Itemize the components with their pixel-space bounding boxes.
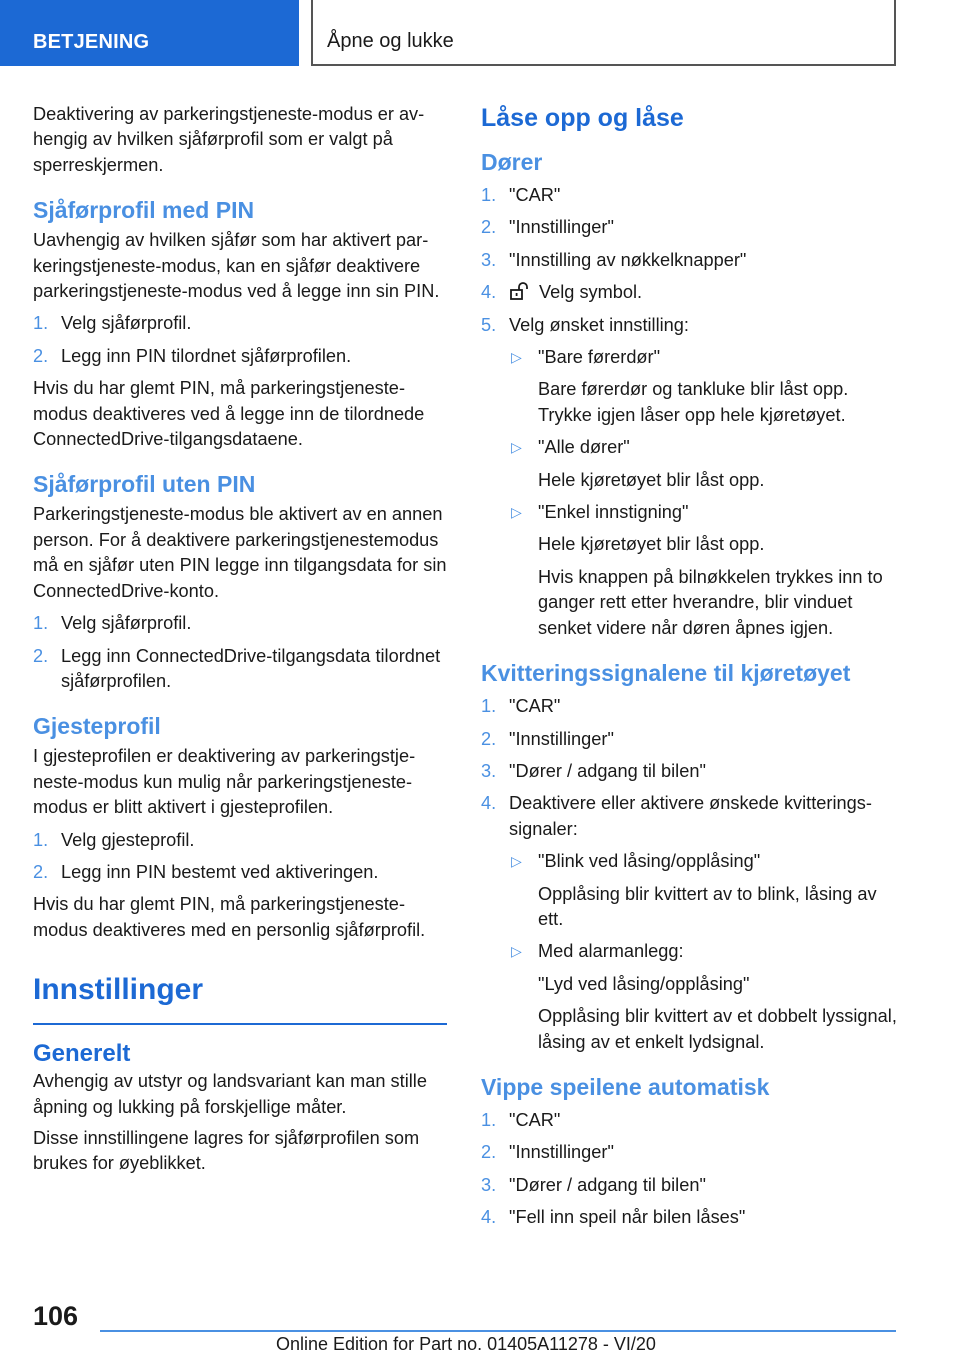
option-item: ▷ "Bare førerdør" Bare førerdør og tankluke blir låst opp. Trykke igjen låser opp hele kjøretøyet. [511,347,849,425]
list-item: 1. "CAR" [481,694,901,719]
triangle-bullet-icon: ▷ [511,504,522,521]
lock-options [509,345,901,641]
list-number: 1. [481,1109,497,1130]
unlock-icon [509,282,531,300]
doors-steps [481,183,901,641]
list-item: 1. "CAR" [481,183,901,208]
option-item: ▷ "Blink ved låsing/opplåsing" Opplåsing blir kvittert av to blink, låsing av ett. [511,851,877,929]
list-number: 2. [481,217,497,238]
option-item: ▷ Med alarmanlegg: "Lyd ved låsing/opplåsing" Opplåsing blir kvittert av et dobbelt lyssignal, låsing av et enkelt lydsignal. [511,941,897,1052]
list-item: 3. "Dører / adgang til bilen" [481,1173,901,1198]
list-number: 3. [481,760,497,781]
list-number: 2. [481,1142,497,1163]
section-tab [0,0,299,66]
section-divider [33,1023,447,1025]
list-item: 2. "Innstillinger" [481,1140,901,1165]
mirrors-steps [481,1108,901,1231]
general-paragraph-1: Avhengig av utstyr og landsvariant kan man stille åpning og lukking på forskjellige måter. [33,1071,427,1117]
doors-heading: Dører [481,149,543,175]
list-number: 1. [33,613,49,634]
list-number: 5. [481,314,497,335]
intro-paragraph: Deaktivering av parkeringstjeneste-modus er avhengig av hvilken sjåførprofil som er valgt på sperreskjermen. [33,104,425,175]
mirrors-heading: Vippe speilene automatisk [481,1073,770,1100]
list-item: 4. Velg symbol. [481,280,901,305]
list-item: 4. "Fell inn speil når bilen låses" [481,1205,901,1230]
list-number: 2. [33,645,49,666]
general-heading: Generelt [33,1040,131,1068]
list-item: 4. Deaktivere eller aktivere ønskede kvitteringssignaler: ▷ "Blink ved låsing/opplåsing" Opplåsing blir kvittert av to blink, låsing av ett. ▷ Med alarmanlegg: "Lyd ved låsing/opplåsing" Opplåsing blir kvittert av et dobbelt lyssignal, låsing av et enkelt lydsignal. [481,791,901,1055]
signals-options [509,849,901,1055]
lock-heading: Låse opp og låse [481,104,684,132]
list-number: 2. [33,861,49,882]
right-column [481,102,901,1238]
list-item: 2. "Innstillinger" [481,727,901,752]
list-item: 2. Legg inn PIN bestemt ved aktiveringen. [33,860,447,885]
chapter-tab [311,0,896,66]
nopin-paragraph: Parkeringstjeneste-modus ble aktivert av en annen person. For å deaktivere parkeringstjenestemodus må en sjåfør uten PIN legge inn tilgangsdata for sin ConnectedDrive-konto. [33,504,447,601]
section-title: BETJENING [33,31,150,53]
list-number: 1. [481,185,497,205]
pin-heading: Sjåførprofil med PIN [33,197,255,224]
nopin-heading: Sjåførprofil uten PIN [33,471,256,498]
pin-steps [33,311,447,369]
page-number: 106 [33,1301,79,1331]
footer-divider [100,1330,896,1332]
list-item: 1. Velg gjesteprofil. [33,828,447,853]
settings-heading: Innstillinger [33,973,204,1007]
list-number: 2. [481,728,497,749]
triangle-bullet-icon: ▷ [511,943,522,960]
signals-heading: Kvitteringssignalene til kjøretøyet [481,660,851,687]
list-item: 2. Legg inn ConnectedDrive-tilgangsdata tilordnet sjåførprofilen. [33,645,441,691]
list-number: 2. [33,345,49,366]
option-item: ▷ "Enkel innstigning" Hele kjøretøyet blir låst opp. Hvis knappen på bilnøkkelen trykkes inn to ganger rett etter hverandre, blir vinduet senket videre når døren åpnes igjen. [511,502,883,638]
list-item: 3. "Innstilling av nøkkelknapper" [481,248,901,273]
general-paragraph-2: Disse innstillingene lagres for sjåførprofilen som brukes for øyeblikket. [33,1127,420,1174]
list-item: 1. Velg sjåførprofil. [33,611,447,636]
guest-paragraph: I gjesteprofilen er deaktivering av parkeringstjeneste-modus kun mulig når parkeringstjenestemodus er blitt aktivert i gjesteprofilen. [33,746,416,818]
triangle-bullet-icon: ▷ [511,349,522,366]
list-number: 1. [33,829,49,850]
pin-paragraph: Uavhengig av hvilken sjåfør som har aktivert parkeringstjeneste-modus, kan en sjåfør deaktivere parkeringstjeneste-modus ved å legge inn sin PIN. [33,230,440,302]
option-item: ▷ "Alle dører" Hele kjøretøyet blir låst opp. [511,437,765,490]
list-item: 1. Velg sjåførprofil. [33,311,447,336]
triangle-bullet-icon: ▷ [511,439,522,456]
triangle-bullet-icon: ▷ [511,853,522,870]
left-column [33,102,447,1177]
list-item: 3. "Dører / adgang til bilen" [481,759,901,784]
footer-edition: Online Edition for Part no. 01405A11278 - VI/20 [276,1334,656,1354]
guest-steps [33,828,447,886]
list-item: 1. "CAR" [481,1108,901,1133]
pin-note: Hvis du har glemt PIN, må parkeringstjenestemodus deaktiveres ved å legge inn de tilordnede ConnectedDrive-tilgangsdataene. [33,378,425,450]
list-number: 1. [481,696,497,717]
list-number: 4. [481,282,497,303]
guest-heading: Gjesteprofil [33,713,161,740]
list-item: 2. "Innstillinger" [481,215,901,240]
signals-steps [481,694,901,1055]
list-item: 2. Legg inn PIN tilordnet sjåførprofilen. [33,344,447,369]
list-number: 3. [481,1174,497,1195]
guest-note: Hvis du har glemt PIN, må parkeringstjenestemodus deaktiveres med en personlig sjåførprofil. [33,894,426,940]
list-number: 4. [481,793,497,814]
list-number: 1. [33,313,49,334]
list-number: 3. [481,249,497,270]
nopin-steps [33,611,447,694]
list-item: 5. Velg ønsket innstilling: ▷ "Bare førerdør" Bare førerdør og tankluke blir låst opp. Trykke igjen låser opp hele kjøretøyet. ▷ "Alle dører" Hele kjøretøyet blir låst opp. ▷ "Enkel innstigning" Hele kjøretøyet blir låst opp. Hvis knappen på bilnøkkelen trykkes inn to ganger rett etter hverandre, blir vinduet senket videre når døren åpnes igjen. [481,313,901,641]
chapter-title: Åpne og lukke [327,30,454,52]
list-number: 4. [481,1207,497,1228]
